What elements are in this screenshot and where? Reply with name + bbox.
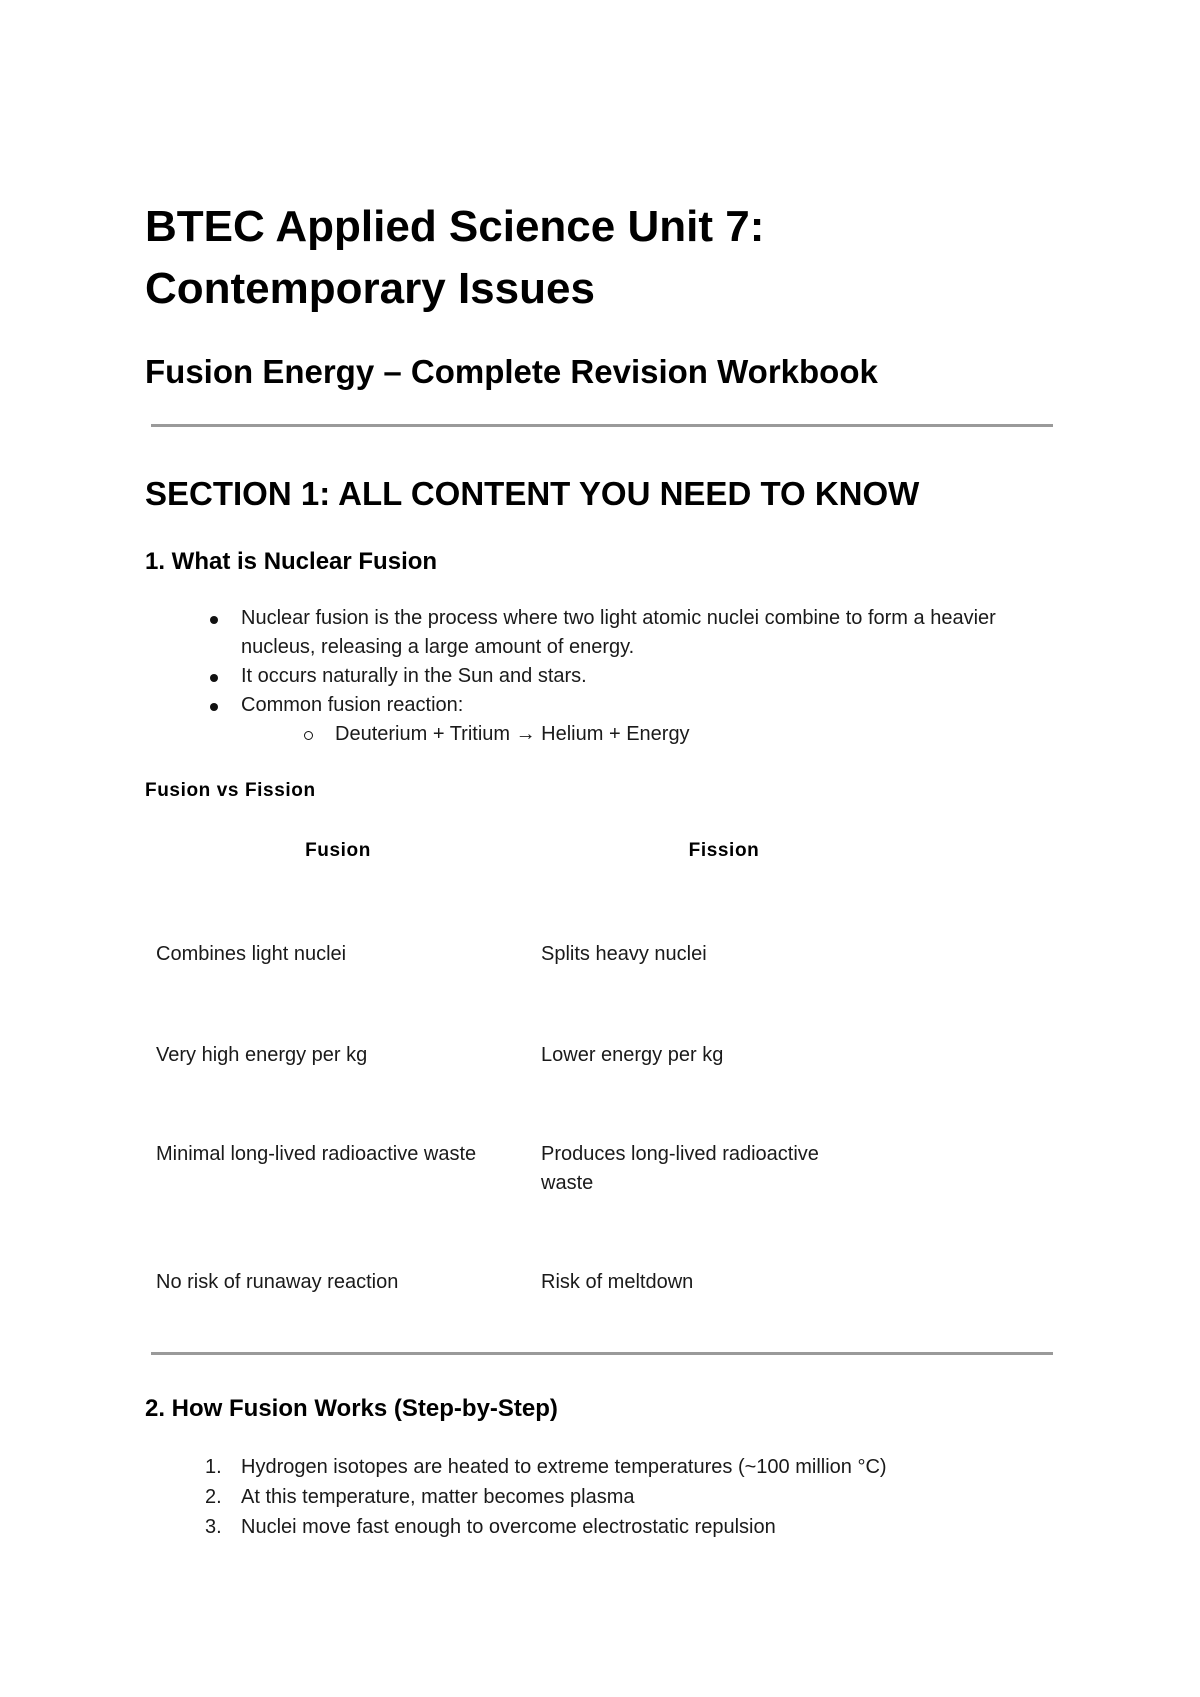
sub-list-item	[0, 720, 1115, 749]
topic-2-heading: 2. How Fusion Works (Step-by-Step)	[145, 1395, 558, 1422]
list-item	[0, 662, 1021, 691]
step-text: Hydrogen isotopes are heated to extreme temperatures (~100 million °C)	[241, 1456, 887, 1478]
table-cell: Produces long-lived radioactive waste	[541, 1143, 819, 1194]
table-cell: Combines light nuclei	[156, 943, 347, 965]
hollow-bullet-icon	[304, 731, 313, 740]
list-item-text: Common fusion reaction:	[241, 694, 464, 716]
step-number: 1.	[205, 1456, 222, 1478]
table-cell: Minimal long-lived radioactive waste	[156, 1143, 477, 1165]
list-item-text: It occurs naturally in the Sun and stars.	[241, 665, 587, 687]
table-header-fission: Fission	[688, 840, 760, 861]
step-text: Nuclei move fast enough to overcome electrostatic repulsion	[241, 1516, 776, 1538]
numbered-item	[0, 1482, 1141, 1512]
topic-1-heading: 1. What is Nuclear Fusion	[145, 548, 438, 575]
step-number: 2.	[205, 1486, 222, 1508]
title-line-2: Contemporary Issues	[145, 264, 595, 313]
title-line-1: BTEC Applied Science Unit 7:	[145, 202, 765, 251]
list-item	[0, 691, 1021, 720]
section-1-heading: SECTION 1: ALL CONTENT YOU NEED TO KNOW	[145, 475, 920, 512]
step-number: 3.	[205, 1516, 222, 1538]
table-cell: Splits heavy nuclei	[541, 943, 707, 965]
horizontal-divider	[151, 1352, 1053, 1355]
document-title	[145, 196, 1085, 320]
table-cell: Very high energy per kg	[156, 1044, 368, 1066]
topic-1-bullet-list	[0, 604, 1115, 749]
list-item-text: Nuclear fusion is the process where two light atomic nuclei combine to form a heavier nucleus, releasing a large amount of energy.	[241, 607, 996, 658]
horizontal-divider	[151, 424, 1053, 427]
bullet-icon	[210, 674, 218, 682]
numbered-item	[0, 1452, 1141, 1482]
topic-2-numbered-list	[0, 1452, 1141, 1542]
table-cell: No risk of runaway reaction	[156, 1271, 399, 1293]
table-cell: Lower energy per kg	[541, 1044, 724, 1066]
comparison-table-label: Fusion vs Fission	[145, 780, 316, 801]
table-cell: Risk of meltdown	[541, 1271, 694, 1293]
document-subtitle: Fusion Energy – Complete Revision Workbook	[145, 353, 878, 390]
bullet-icon	[210, 703, 218, 711]
step-text: At this temperature, matter becomes plasma	[241, 1486, 635, 1508]
bullet-icon	[210, 616, 218, 624]
table-header-fusion: Fusion	[305, 840, 371, 861]
numbered-item	[0, 1512, 1141, 1542]
list-item	[0, 604, 1021, 662]
sub-list-item-text: Deuterium + Tritium → Helium + Energy	[335, 723, 690, 745]
